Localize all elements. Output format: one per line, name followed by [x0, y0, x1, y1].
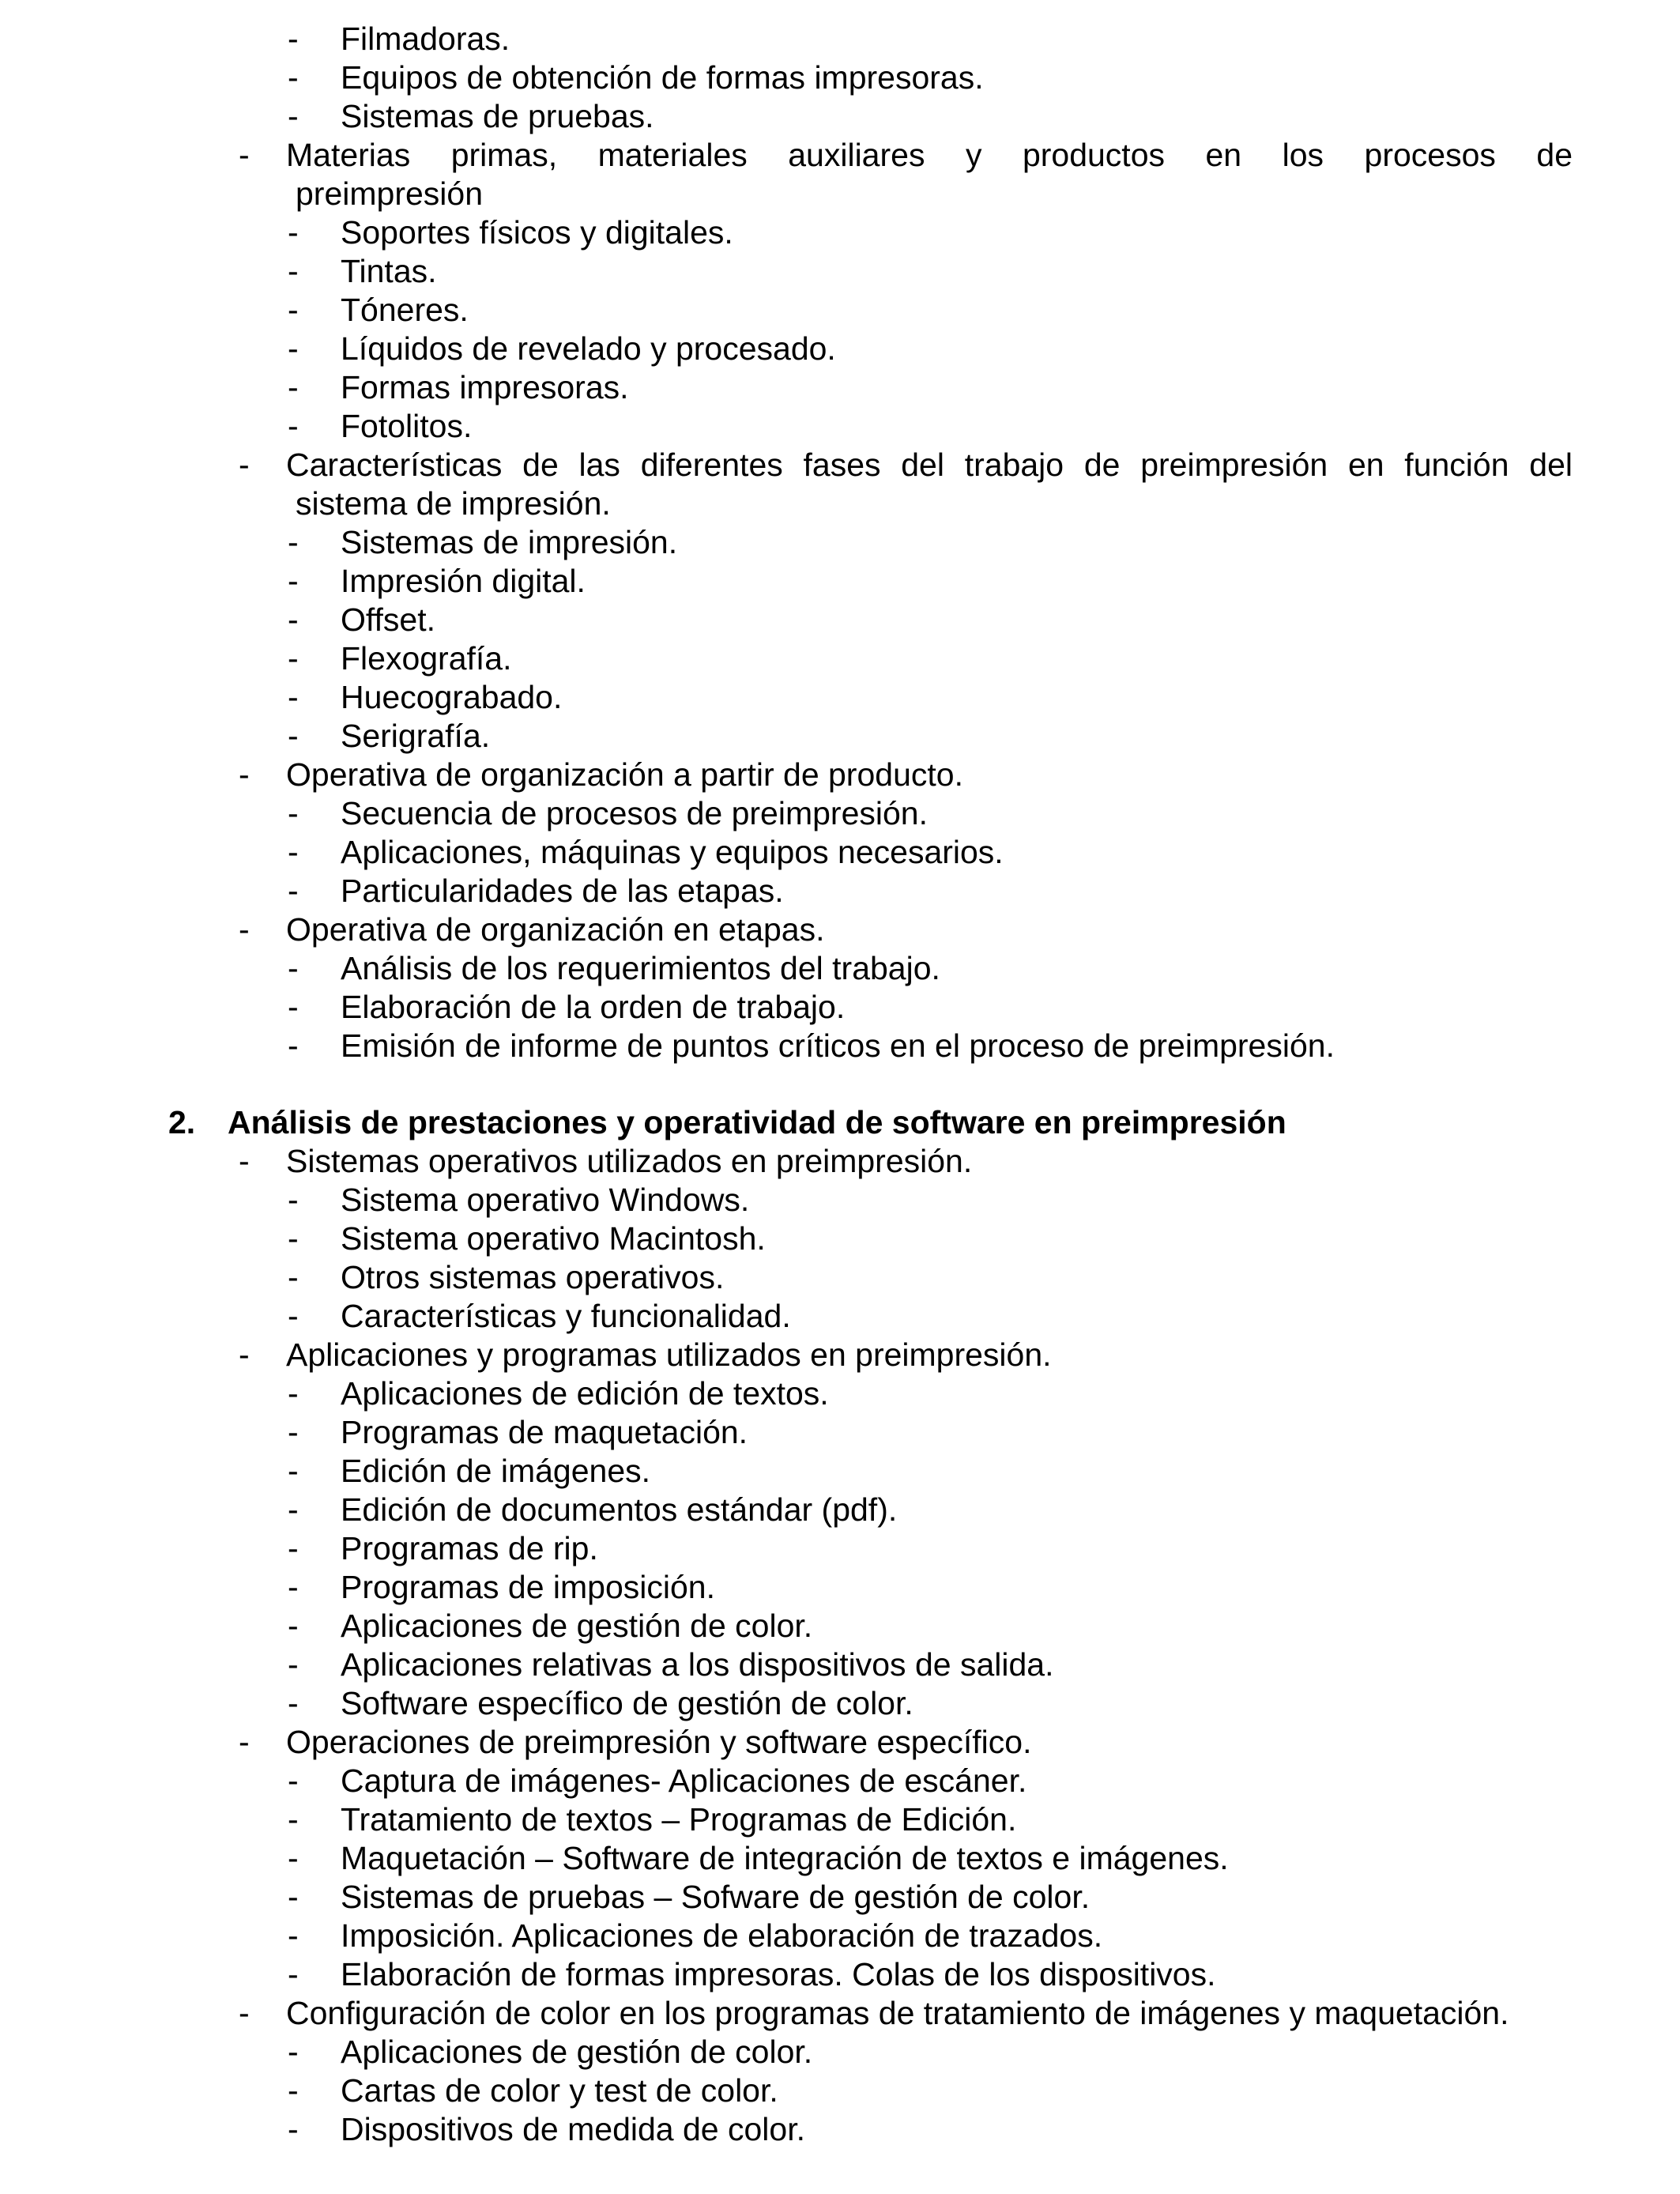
document-page: - Filmadoras. - Equipos de obtención de formas impresoras. - Sistemas de pruebas. - Materias primas, materiales auxiliares y productos en los procesos de preimpresión - Soportes físicos y digitales. - Tintas. - Tóneres. - Líquidos de revelado y procesado. - Formas impresoras. - Fotolitos. - Características de las diferentes fases del trabajo de preimpresión en función del sistema de impresión. - Sistemas de impresión. - Impresión digital. - Offset. - Flexografía. - Huecograbado. - Serigrafía. - Operativa de organización a partir de producto. - Secuencia de procesos de preimpresión. - Aplicaciones, máquinas y equipos necesarios. - Particularidades de las etapas. - Operativa de organización en etapas. - Análisis de los requerimientos del trabajo. - Elaboración de la orden de trabajo. - Emisión de informe de puntos críticos en el proceso de preimpresión. 2. Análisis de prestaciones y operatividad de software en preimpresión - Sistemas operativos utilizados en preimpresión. - Sistema operativo Windows. - Sistema operativo Macintosh. - Otros sistemas operativos. - Características y funcionalidad. - Aplicaciones y programas utilizados en preimpresión. - Aplicaciones de edición de textos. - Programas de maquetación. - Edición de imágenes. - Edición de documentos estándar (pdf). - Programas de rip. - Programas de imposición. - Aplicaciones de gestión de color. - Aplicaciones relativas a los dispositivos de salida. - Software específico de gestión de color. - Operaciones de preimpresión y software específico. - Captura de imágenes- Aplicaciones de escáner. - Tratamiento de textos – Programas de Edición. - Maquetación – Software de integración de textos e imágenes. - Sistemas de pruebas – Sofware de gestión de color. - Imposición. Aplicaciones de elaboración de trazados. - Elaboración de formas impresoras. Colas de los dispositivos. - Configuración de color en los programas de tratamiento de imágenes y maquetación. - Aplicaciones de gestión de color. - Cartas de color y test de color. - Dispositivos de medida de color. — [0, 0, 1680, 2194]
topic-caracteristicas: - Características de las diferentes fases del trabajo de preimpresión en función del — [239, 447, 1573, 483]
topic-materias: - Materias primas, materiales auxiliares y productos en los procesos de — [239, 137, 1573, 173]
